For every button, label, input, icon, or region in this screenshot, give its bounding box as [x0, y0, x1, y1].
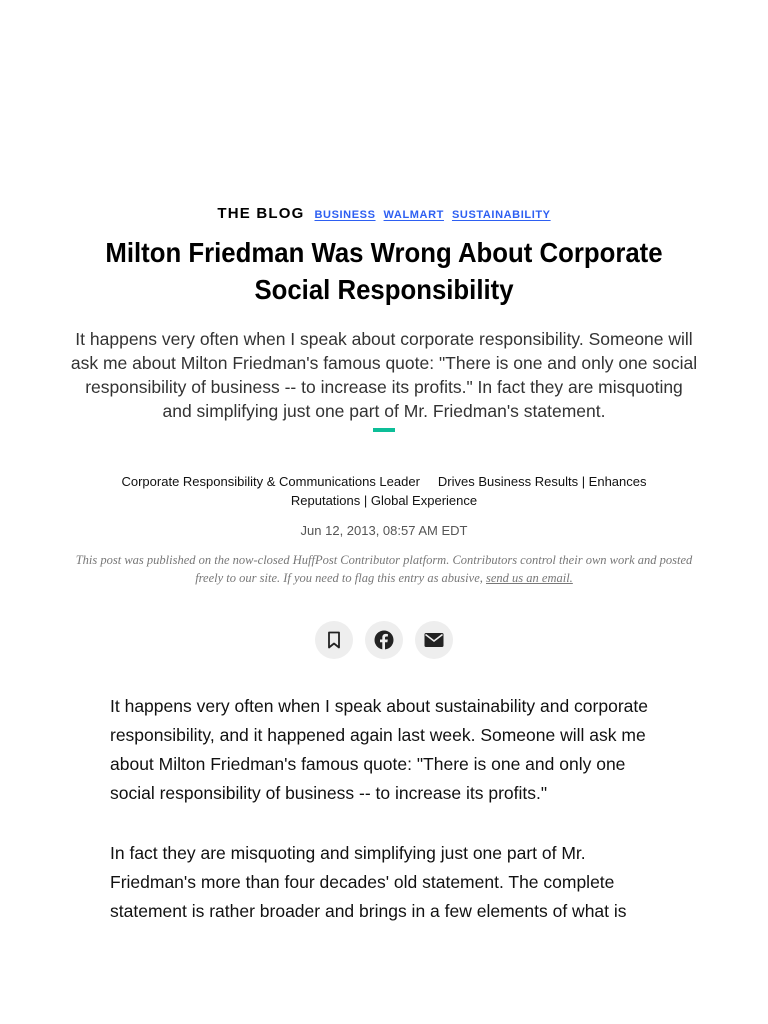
- body-paragraph: It happens very often when I speak about sustainability and corporate responsibility, and it happened again last week. Someone will ask me about Milton Friedman's famous quote: "There is one and only one social responsibility of business -- to increase its profits.": [110, 696, 648, 803]
- byline-title: Corporate Responsibility & Communications Leader: [121, 474, 420, 489]
- blog-header: [0, 205, 768, 222]
- tag-sustainability[interactable]: SUSTAINABILITY: [451, 209, 551, 221]
- facebook-icon: [374, 630, 394, 650]
- article-headline: Milton Friedman Was Wrong About Corporate Social Responsibility: [105, 237, 663, 305]
- report-email-link[interactable]: send us an email.: [486, 571, 573, 585]
- publish-date: Jun 12, 2013, 08:57 AM EDT: [300, 523, 468, 538]
- email-icon: [424, 632, 444, 648]
- contributor-disclaimer: [74, 551, 694, 587]
- ad-space: [0, 0, 768, 180]
- article-body: [110, 692, 658, 957]
- tag-walmart[interactable]: WALMART: [383, 209, 444, 221]
- tag-business[interactable]: BUSINESS: [314, 209, 376, 221]
- article-dek: It happens very often when I speak about corporate responsibility. Someone will ask me about Milton Friedman's famous quote: "There is one and only one social responsibility of business -- to increase its profits." In fact they are misquoting and simplifying just one part of Mr. Friedman's statement.: [70, 329, 698, 421]
- blog-label: THE BLOG: [217, 205, 305, 222]
- bookmark-icon: [326, 631, 342, 649]
- accent-divider: [373, 428, 395, 432]
- author-byline: [94, 472, 674, 510]
- body-paragraph: In fact they are misquoting and simplifying just one part of Mr. Friedman's more than four decades' old statement. The complete statement is rather broader and brings in a few elements of what is: [110, 843, 627, 921]
- disclaimer-text: This post was published on the now-closed HuffPost Contributor platform. Contributors control their own work and posted freely to our site. If you need to flag this entry as abusive,: [75, 553, 693, 585]
- email-share-button[interactable]: [415, 621, 453, 659]
- facebook-share-button[interactable]: [365, 621, 403, 659]
- bookmark-button[interactable]: [315, 621, 353, 659]
- share-bar: [0, 621, 768, 659]
- byline-bio: Drives Business Results | Enhances Reputations | Global Experience: [290, 474, 647, 508]
